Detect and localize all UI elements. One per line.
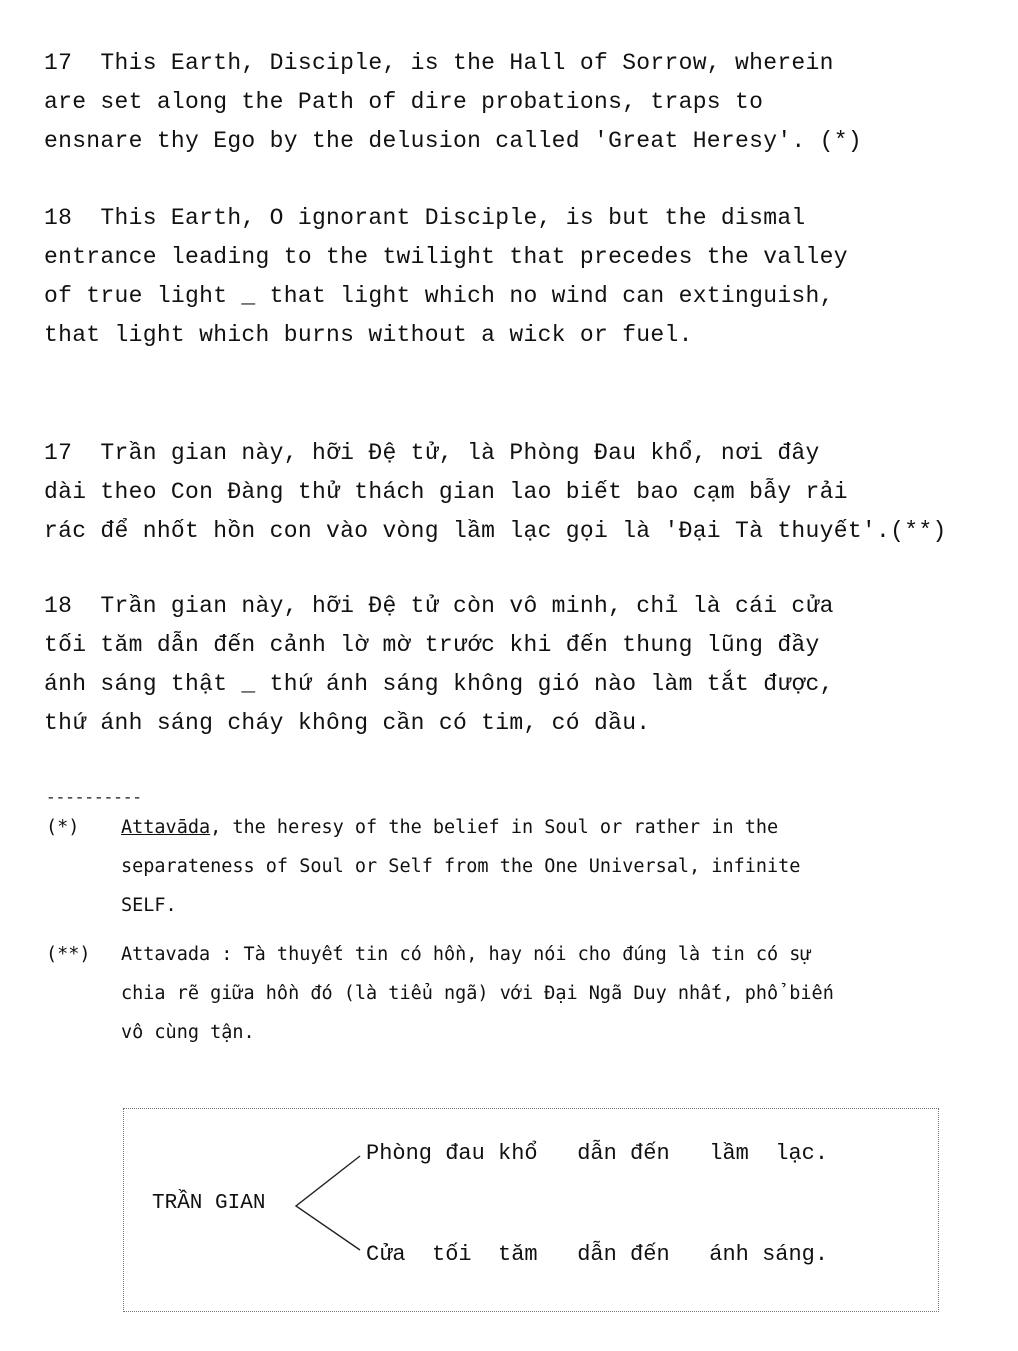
english-verse-18: 18 This Earth, O ignorant Disciple, is but the dismal entrance leading to the twilight that precedes the valley of true light _ that light which no wind can extinguish, that light which burns without a wick or fuel. [44,205,848,348]
diagram-branch-bottom: Cửa tối tăm dẫn đến ánh sáng. [366,1242,829,1267]
footnote-2-marker: (**) [46,944,91,965]
footnote-1-term: Attavāda [121,817,211,838]
diagram-root-label: TRẦN GIAN [152,1192,266,1215]
footnote-1-marker: (*) [46,817,80,838]
footnote-2-body: Attavada : Tà thuyết tin có hồn, hay nói cho đúng là tin có sự chia rẽ giữa hồn đó (là tiểu ngã) với Đại Ngã Duy nhất, phổ biến vô cùng tận. [121,944,834,1043]
diagram-fork-line [296,1156,360,1250]
vietnamese-verse-17: 17 Trần gian này, hỡi Đệ tử, là Phòng Đau khổ, nơi đây dài theo Con Đàng thử thách gian lao biết bao cạm bẫy rải rác để nhốt hồn con vào vòng lầm lạc gọi là 'Đại Tà thuyết'.(**) [44,440,947,544]
vietnamese-verse-18: 18 Trần gian này, hỡi Đệ tử còn vô minh, chỉ là cái cửa tối tăm dẫn đến cảnh lờ mờ trước khi đến thung lũng đầy ánh sáng thật _ thứ ánh sáng không gió nào làm tắt được, thứ ánh sáng cháy không cần có tim, có dầu. [44,593,834,736]
diagram-branch-top: Phòng đau khổ dẫn đến lầm lạc. [366,1141,829,1166]
footnote-separator: ---------- [46,789,143,807]
english-verse-17: 17 This Earth, Disciple, is the Hall of Sorrow, wherein are set along the Path of dire probations, traps to ensnare thy Ego by the delusion called 'Great Heresy'. (*) [44,50,862,154]
footnote-1-text: , the heresy of the belief in Soul or rather in the separateness of Soul or Self from the One Universal, infinite SELF. [121,817,801,916]
